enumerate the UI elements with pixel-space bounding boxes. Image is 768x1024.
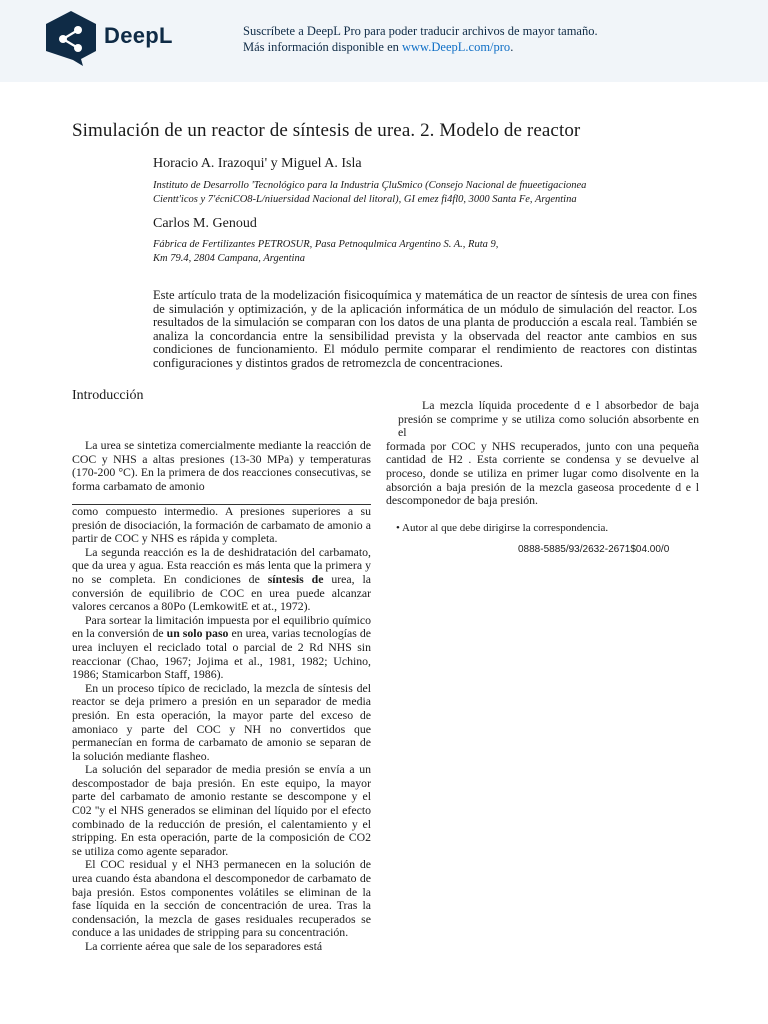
paragraph-3 <box>72 546 371 614</box>
paragraph-7: El COC residual y el NH3 permanecen en la solución de urea cuando ésta abandona el descomponedor de carbamato de baja presión. Estos componentes volátiles se eliminan de la fase líquida en la sección de concentración de urea. Tras la condensación, la mezcla de gases residuales recuperados se conduce a las unidades de stripping para su concentración. <box>72 857 371 940</box>
paragraph-3-bold: síntesis de <box>267 571 324 586</box>
affiliation-2-line-1: Fábrica de Fertilizantes PETROSUR, Pasa Petnoqulmica Argentino S. A., Ruta 9, <box>153 239 499 250</box>
paragraph-5: En un proceso típico de reciclado, la mezcla de síntesis del reactor se deja primero a presión en un separador de media presión. En esta operación, la mayor parte del exceso de amoniaco y parte del COC y NH no convertidos que permanecían en forma de carbamato de amonio se separan de la solución mediante flasheo. <box>72 680 371 763</box>
right-column <box>386 399 699 508</box>
affiliation-1-line-1: Instituto de Desarrollo 'Tecnológico para la Industria ÇluSmico (Consejo Nacional de fnueetigacionea <box>153 180 587 191</box>
promo-line-2-suffix: . <box>510 39 514 54</box>
affiliation-2 <box>153 238 498 266</box>
deepl-share-logo-icon[interactable] <box>46 11 96 66</box>
deepl-brand-name: DeepL <box>104 23 173 48</box>
deepl-banner <box>0 0 768 82</box>
promo-text <box>243 24 598 55</box>
paragraph-4-bold: un solo paso <box>166 626 229 641</box>
affiliation-1 <box>153 179 586 207</box>
abstract: Este artículo trata de la modelización fisicoquímica y matemática de un reactor de síntesis de urea con fines de simulación y optimización, y de la aplicación informática de un módulo de simulación del reactor. Los resultados de la simulación se comparan con los datos de una planta de producción a escala real. También se analiza la concordancia entre la sensibilidad prevista y la observada del reactor ante cambios en sus condiciones de funcionamiento. El módulo permite comparar el rendimiento de reactores con distintas configuraciones y distintos grados de retromezcla de concentraciones. <box>153 288 697 370</box>
promo-line-2-prefix: Más información disponible en <box>243 39 402 54</box>
paragraph-4-rest: en urea, varias tecnologías de urea incluyen el reciclado total o parcial de 2 Rd NHS sin reaccionar (Chao, 1967; Jojima et al., 1981, 1982; Uchino, 1986; Stamicarbon Staff, 1986). <box>72 626 371 682</box>
right-paragraph-2: formada por COC y NHS recuperados, junto con una pequeña cantidad de H2 . Esta corriente se condensa y se devuelve al proceso, donde se utiliza en primer lugar como disolvente en la absorción a baja presión de la mezcla gaseosa procedente d e l descomponedor de baja presión. <box>386 438 699 508</box>
promo-line-1: Suscríbete a DeepL Pro para poder traducir archivos de mayor tamaño. <box>243 24 598 38</box>
paragraph-4-text: Para sortear la limitación impuesta por el equilibrio químico en la conversión de <box>72 612 371 641</box>
left-column-top <box>72 439 371 493</box>
issn-code: 0888-5885/93/2632-2671$04.00/0 <box>518 544 670 555</box>
affiliation-1-line-2: Cientt'icos y 7'écniCO8-L/niuersidad Nacional del litoral), GI emez fi4fl0, 3000 Santa Fe, Argentina <box>153 194 577 205</box>
affiliation-2-line-2: Km 79.4, 2804 Campana, Argentina <box>153 253 305 264</box>
promo-line-2 <box>243 40 598 56</box>
section-title-introduccion: Introducción <box>72 388 144 403</box>
paragraph-4 <box>72 614 371 682</box>
paragraph-1: La urea se sintetiza comercialmente mediante la reacción de COC y NHS a altas presiones (13-30 MPa) y temperaturas (170-200 °C). En la primera de dos reacciones consecutivas, se forma carbamato de amonio <box>72 438 371 493</box>
right-paragraph-1: La mezcla líquida procedente d e l absorbedor de baja presión se comprime y se utiliza como solución absorbente en el <box>398 398 699 440</box>
paragraph-3-rest: urea, la conversión de equilibrio de COC en urea puede alcanzar valores cercanos a 80Po (LemkowitE et at., 1972). <box>72 571 372 614</box>
paragraph-2: como compuesto intermedio. A presiones superiores a su presión de disociación, la formación de carbamato de amonio a partir de COC y NHS es rápida y completa. <box>72 504 371 546</box>
paragraph-8: La corriente aérea que sale de los separadores está <box>85 939 323 953</box>
paragraph-6: La solución del separador de media presión se envía a un descompostador de baja presión. En este equipo, la mayor parte del carbamato de amonio restante se descompone y el C02 ''y el NHS generados se eliminan del líquido por el efecto combinado de la reducción de presión, el calentamiento y el stripping. En esta operación, parte de la composición de CO2 se utiliza como agente separador. <box>72 762 371 858</box>
authors-primary: Horacio A. Irazoqui' y Miguel A. Isla <box>153 156 362 171</box>
paper-title: Simulación de un reactor de síntesis de urea. 2. Modelo de reactor <box>72 120 581 141</box>
authors-secondary: Carlos M. Genoud <box>153 216 257 231</box>
paragraph-3-text: La segunda reacción es la de deshidratación del carbamato, que da urea y agua. Esta reacción es más lenta que la primera y no se completa. En condiciones de <box>72 544 371 586</box>
left-column-body <box>72 505 371 954</box>
corresponding-author-footnote: • Autor al que debe dirigirse la correspondencia. <box>396 522 609 534</box>
deepl-pro-link[interactable]: www.DeepL.com/pro <box>402 39 511 54</box>
